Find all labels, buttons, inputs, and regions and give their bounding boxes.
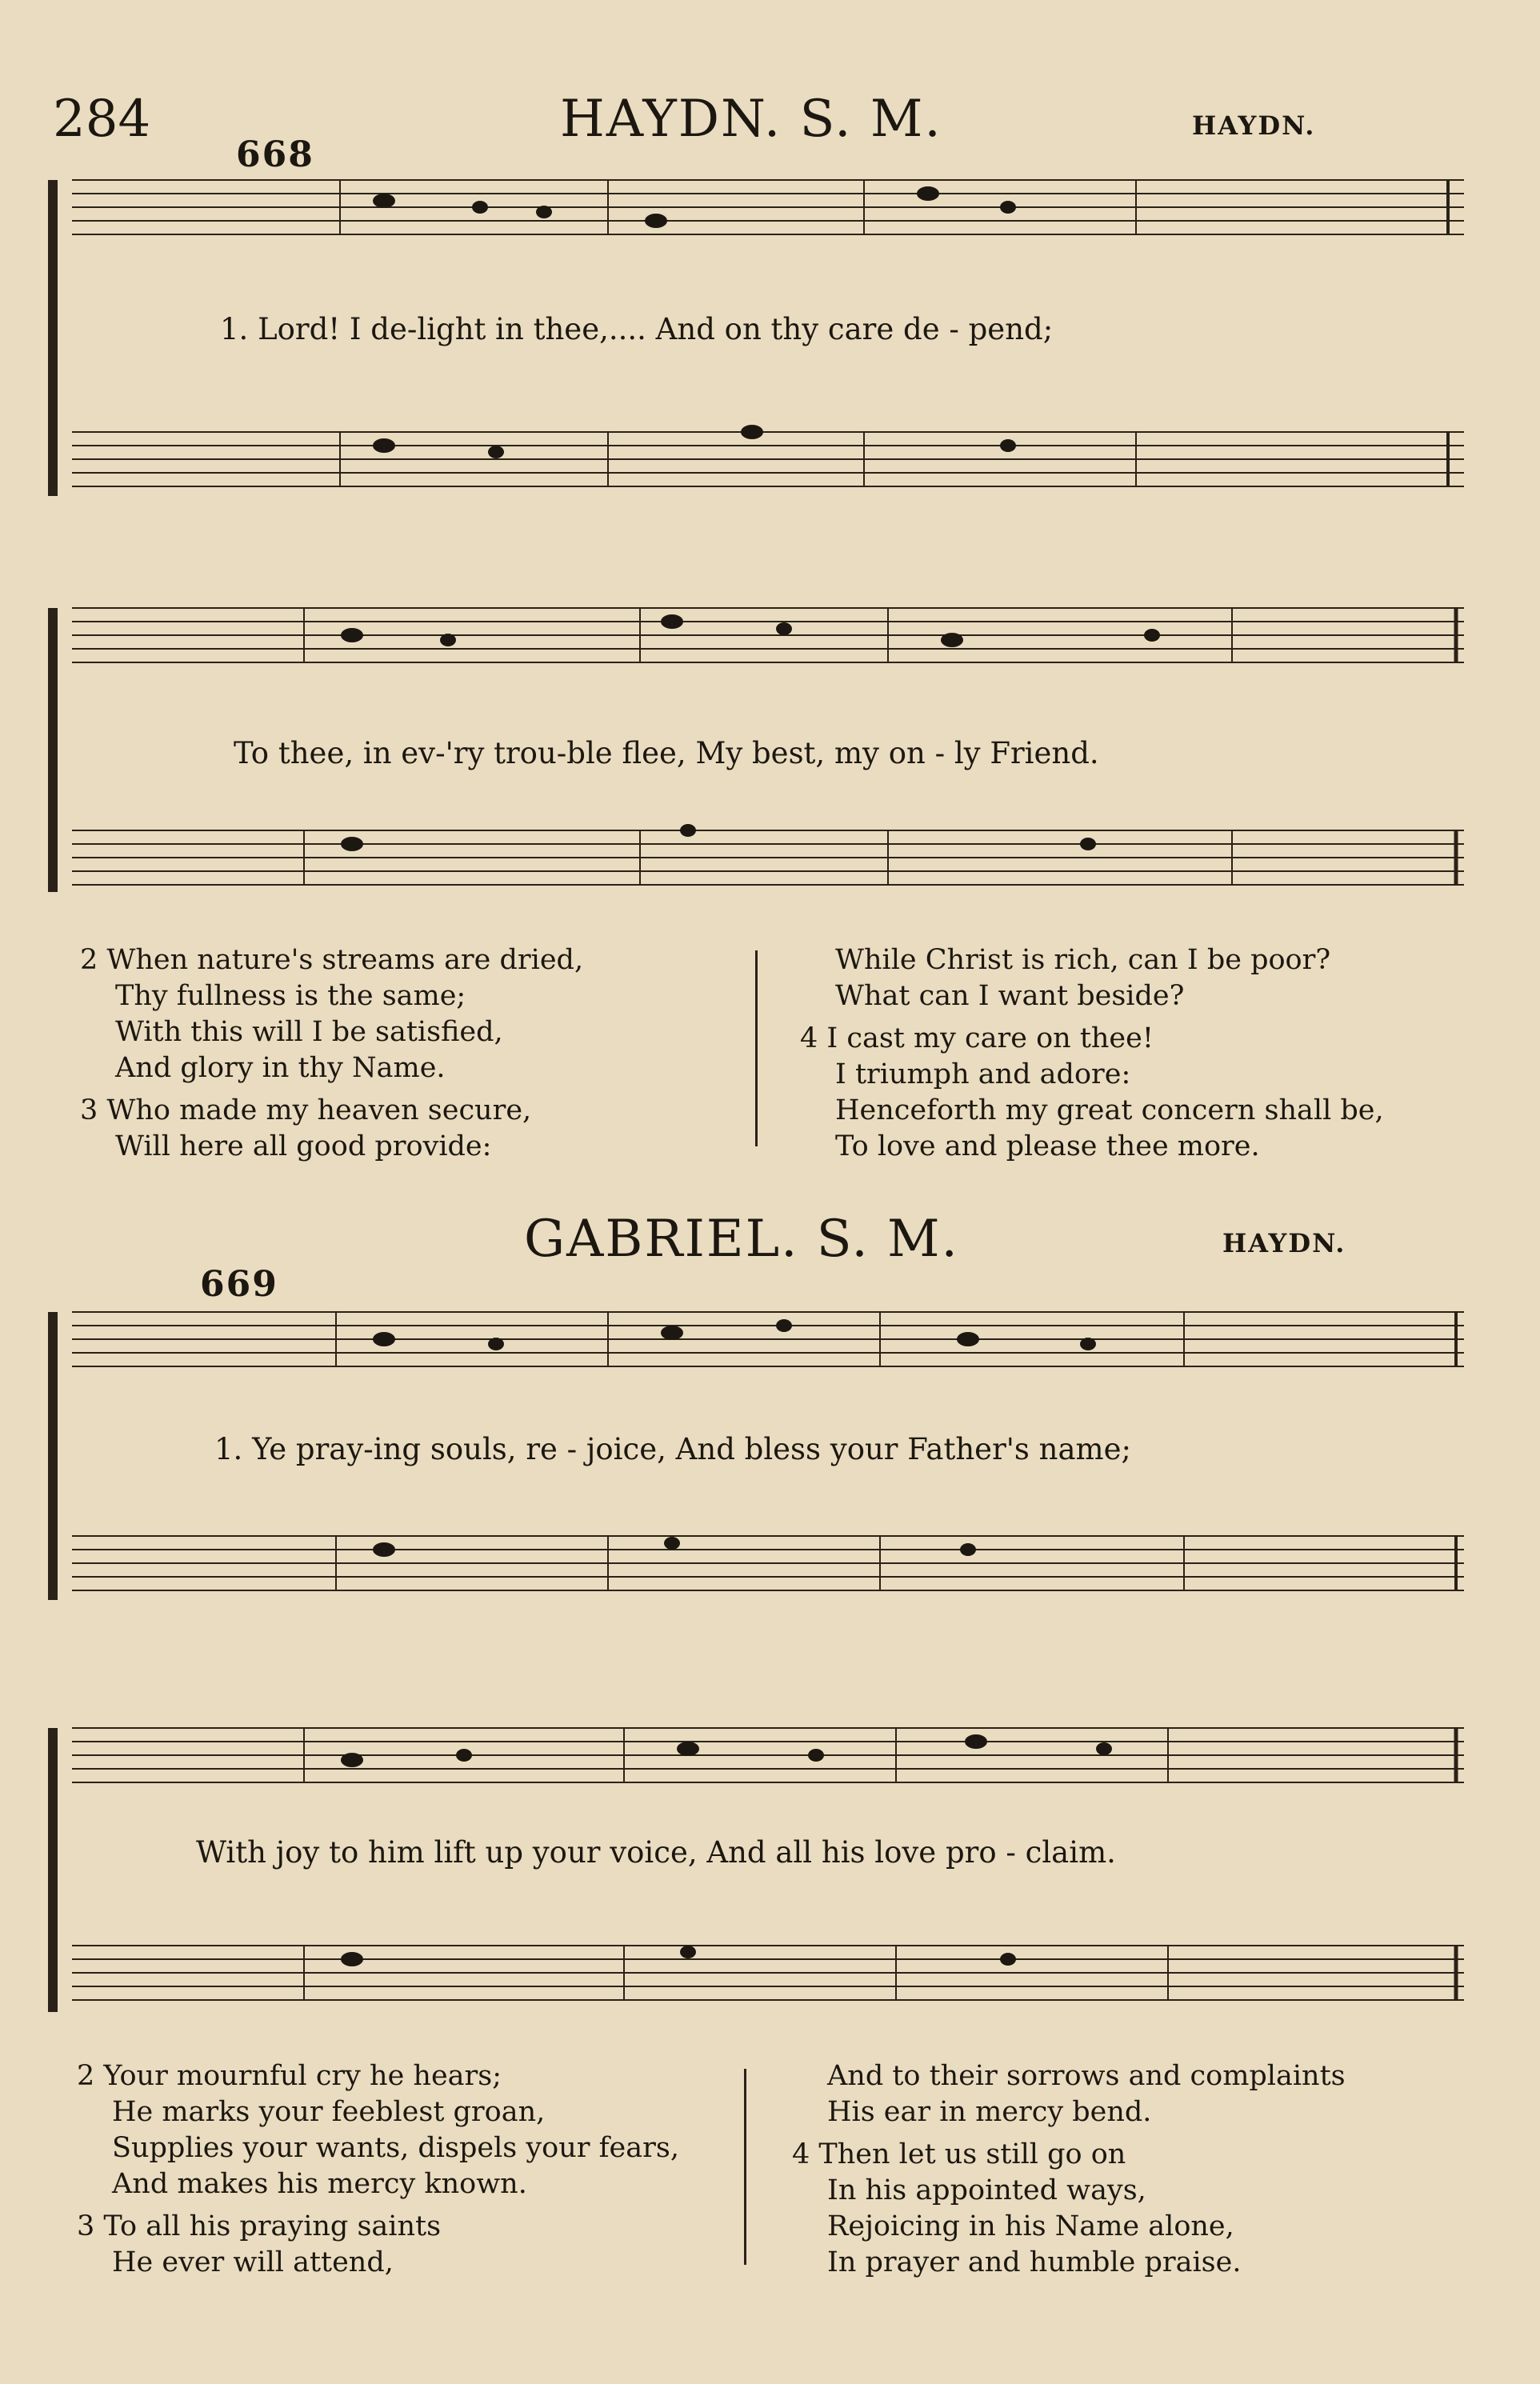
verse-line: And to their sorrows and complaints [827, 2060, 1346, 2092]
verse-line: I triumph and adore: [835, 1058, 1131, 1090]
tune-title-gabriel: GABRIEL. S. M. [524, 1210, 959, 1269]
verse-line: In his appointed ways, [827, 2174, 1146, 2206]
composer-haydn: HAYDN. [1192, 110, 1316, 141]
verse-line: Henceforth my great concern shall be, [835, 1094, 1384, 1126]
lyrics-669-line2: With joy to him lift up your voice, And all his love pro - claim. [196, 1835, 1116, 1870]
column-divider [744, 2069, 746, 2265]
verse-line: What can I want beside? [835, 980, 1185, 1012]
verse-line: To love and please thee more. [835, 1130, 1260, 1162]
verse-line: Thy fullness is the same; [115, 980, 466, 1012]
verses-668-left [80, 942, 583, 1165]
bass-staff-1 [72, 432, 1464, 486]
lyrics-669-line1: 1. Ye pray-ing souls, re - joice, And bless your Father's name; [214, 1432, 1132, 1466]
verse-line: 3 To all his praying saints [77, 2210, 442, 2242]
verse-line: 2 Your mournful cry he hears; [77, 2060, 502, 2092]
lyrics-668-line2: To thee, in ev-'ry trou-ble flee, My best, my on - ly Friend. [234, 736, 1099, 770]
verse-line: 2 When nature's streams are dried, [80, 944, 584, 976]
verse-line: 4 Then let us still go on [792, 2138, 1126, 2170]
verse-line: He marks your feeblest groan, [112, 2096, 546, 2128]
verse-line: While Christ is rich, can I be poor? [835, 944, 1331, 976]
hymn-number-668: 668 [236, 134, 314, 175]
page-number: 284 [53, 90, 151, 149]
verses-669-right [792, 2058, 1346, 2281]
column-divider [755, 950, 758, 1146]
verses-668-right [800, 942, 1384, 1165]
verse-line: His ear in mercy bend. [827, 2096, 1152, 2128]
verse-line: With this will I be satisfied, [115, 1016, 503, 1048]
verse-line: 3 Who made my heaven secure, [80, 1094, 532, 1126]
verse-line: He ever will attend, [112, 2246, 394, 2278]
treble-staff-1 [72, 180, 1464, 234]
verse-line: And glory in thy Name. [115, 1052, 446, 1084]
tune-title-haydn: HAYDN. S. M. [560, 90, 942, 149]
verse-line: In prayer and humble praise. [827, 2246, 1242, 2278]
hymn-number-669: 669 [200, 1264, 278, 1305]
verse-line: Will here all good provide: [115, 1130, 492, 1162]
verse-line: And makes his mercy known. [112, 2168, 527, 2200]
lyrics-668-line1: 1. Lord! I de-light in thee,.... And on thy care de - pend; [220, 312, 1054, 346]
verses-669-left [77, 2058, 679, 2281]
composer-gabriel: HAYDN. [1222, 1228, 1346, 1258]
verse-line: 4 I cast my care on thee! [800, 1022, 1154, 1054]
verse-line: Rejoicing in his Name alone, [827, 2210, 1234, 2242]
verse-line: Supplies your wants, dispels your fears, [112, 2132, 679, 2164]
